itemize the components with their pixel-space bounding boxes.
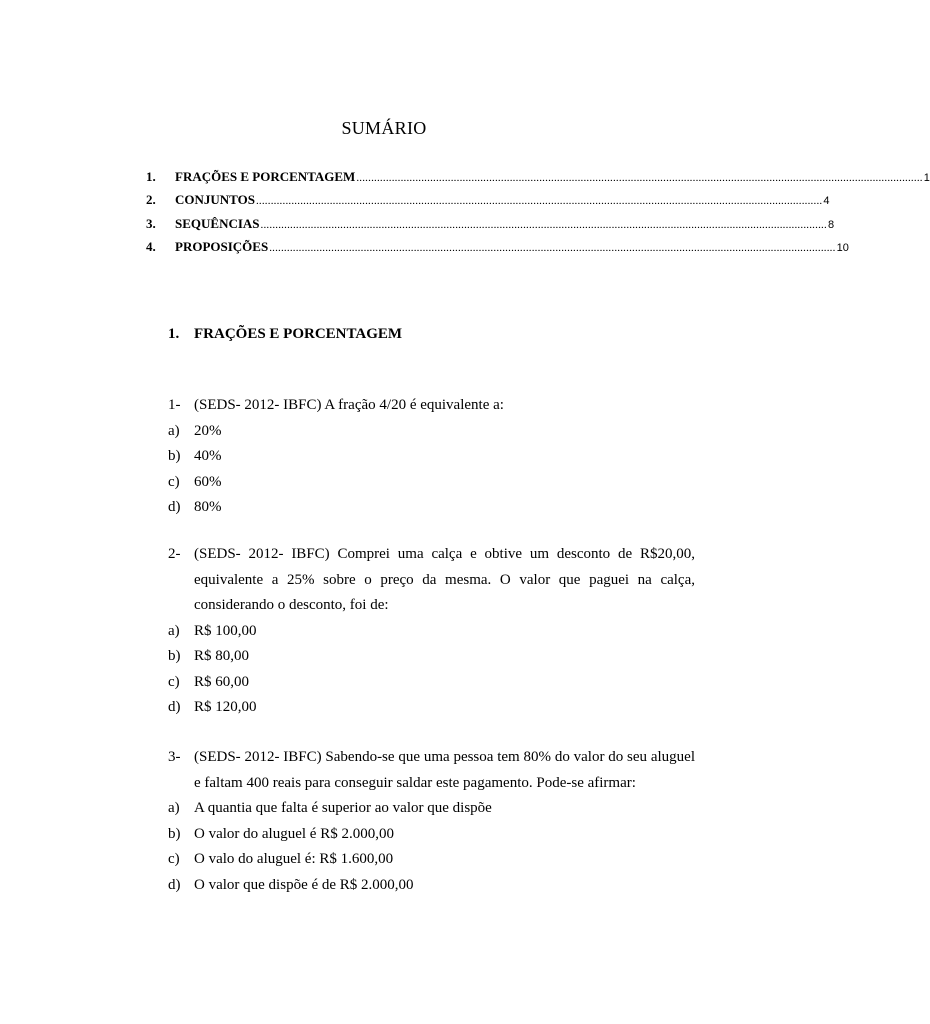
- option-letter: b): [168, 648, 181, 664]
- option-letter: d): [168, 699, 181, 715]
- toc-entry-page: 10: [836, 242, 849, 254]
- question-3: [168, 745, 695, 898]
- answer-option[interactable]: [168, 619, 695, 645]
- toc-entry-page: 4: [823, 195, 830, 207]
- answer-option[interactable]: [168, 873, 695, 899]
- question-text: (SEDS- 2012- IBFC) A fração 4/20 é equivalente a:: [194, 397, 504, 413]
- option-letter: c): [168, 851, 180, 867]
- answer-option[interactable]: [168, 796, 695, 822]
- option-text: R$ 120,00: [194, 699, 257, 715]
- answer-option[interactable]: [168, 644, 695, 670]
- toc-entry-number: 3.: [146, 216, 156, 231]
- option-text: 40%: [194, 448, 222, 464]
- option-letter: b): [168, 448, 181, 464]
- toc-entry-label: FRAÇÕES E PORCENTAGEM: [175, 169, 356, 184]
- toc-entry[interactable]: [146, 192, 830, 210]
- toc-entry-number: 4.: [146, 239, 156, 254]
- question-number: 1-: [168, 397, 181, 413]
- option-letter: d): [168, 876, 181, 893]
- toc-entry[interactable]: [146, 216, 835, 234]
- option-text: O valor que dispõe é de R$ 2.000,00: [194, 876, 414, 893]
- option-text: O valor do aluguel é R$ 2.000,00: [194, 825, 394, 842]
- toc-entry-number: 1.: [146, 169, 156, 184]
- toc-entry-label: CONJUNTOS: [175, 192, 255, 207]
- answer-option[interactable]: [168, 695, 695, 721]
- option-letter: a): [168, 800, 180, 816]
- question-number: 2-: [168, 546, 181, 562]
- option-letter: a): [168, 622, 180, 639]
- option-letter: d): [168, 499, 181, 515]
- answer-option[interactable]: [168, 470, 695, 496]
- question-1: [168, 393, 695, 521]
- toc-leader-dots: ................................................................................................................................................................................................: [356, 172, 923, 184]
- question-2: [168, 542, 695, 721]
- toc-entry-page: 1: [923, 172, 930, 184]
- option-text: R$ 60,00: [194, 673, 250, 690]
- toc-entry[interactable]: [146, 239, 849, 257]
- question-text: (SEDS- 2012- IBFC) Sabendo-se que uma pessoa tem 80% do valor do seu aluguel e faltam 400 reais para conseguir saldar este pagamento. Pode-se afirmar:: [194, 749, 695, 791]
- toc-leader-dots: ................................................................................................................................................................................................: [255, 195, 823, 207]
- option-text: O valo do aluguel é: R$ 1.600,00: [194, 851, 394, 867]
- toc-entry[interactable]: [146, 169, 930, 187]
- section-title: FRAÇÕES E PORCENTAGEM: [194, 326, 403, 342]
- answer-option[interactable]: [168, 670, 695, 696]
- option-text: 20%: [194, 422, 222, 439]
- toc-title: SUMÁRIO: [341, 118, 427, 138]
- option-text: 80%: [194, 499, 222, 515]
- answer-option[interactable]: [168, 444, 695, 470]
- answer-option[interactable]: [168, 419, 695, 445]
- option-letter: c): [168, 673, 180, 690]
- toc-entry-number: 2.: [146, 192, 156, 207]
- option-text: 60%: [194, 473, 222, 490]
- answer-option[interactable]: [168, 847, 695, 873]
- option-letter: a): [168, 422, 180, 439]
- option-letter: c): [168, 473, 180, 490]
- option-text: R$ 100,00: [194, 622, 257, 639]
- option-text: R$ 80,00: [194, 648, 250, 664]
- answer-option[interactable]: [168, 495, 695, 521]
- question-number: 3-: [168, 749, 181, 765]
- toc-entry-page: 8: [827, 219, 835, 231]
- toc-leader-dots: ................................................................................................................................................................................................: [260, 219, 827, 231]
- section-number: 1.: [168, 326, 180, 342]
- question-text: (SEDS- 2012- IBFC) Comprei uma calça e obtive um desconto de R$20,00, equivalente a 25% sobre o preço da mesma. O valor que paguei na calça, considerando o desconto, foi de:: [194, 546, 695, 613]
- toc-entry-label: PROPOSIÇÕES: [175, 239, 269, 254]
- section-heading: [168, 326, 402, 343]
- option-letter: b): [168, 825, 181, 842]
- answer-option[interactable]: [168, 822, 695, 848]
- option-text: A quantia que falta é superior ao valor que dispõe: [194, 800, 492, 816]
- toc-leader-dots: ................................................................................................................................................................................................: [269, 242, 836, 254]
- toc-entry-label: SEQUÊNCIAS: [175, 216, 260, 231]
